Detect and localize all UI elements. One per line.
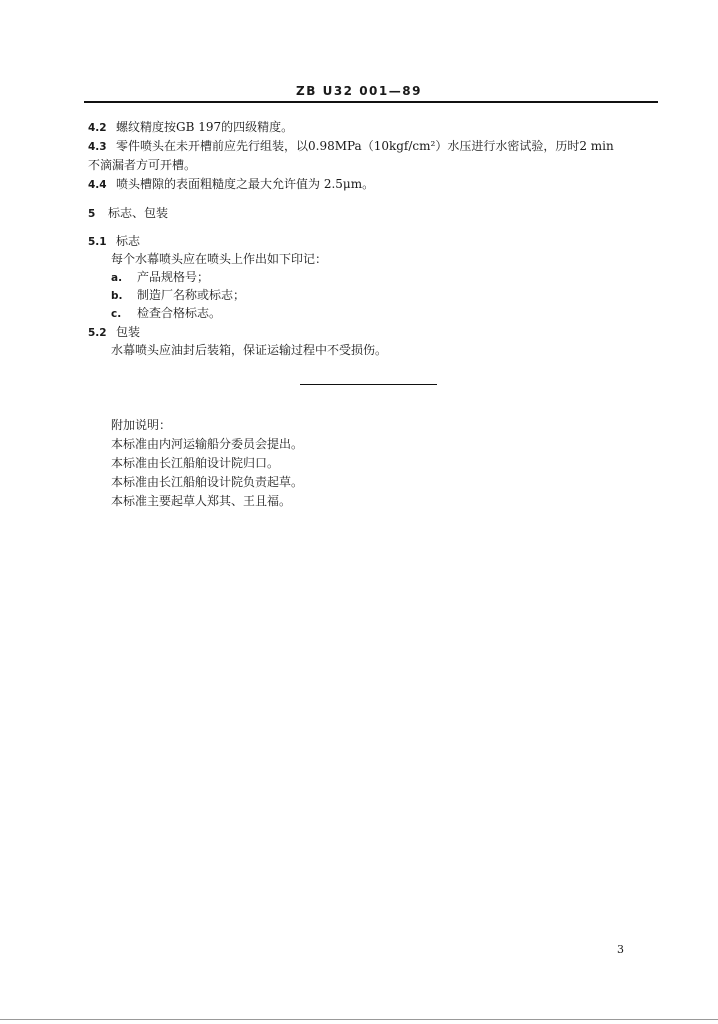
clause-text: 喷头槽隙的表面粗糙度之最大允许值为 2.5μm。 [116, 177, 375, 191]
note-line: 本标准由长江船舶设计院归口。 [111, 456, 280, 470]
item-text: 制造厂名称或标志； [137, 288, 246, 302]
clause-5-1 [88, 233, 140, 250]
clause-title: 标志 [116, 234, 141, 248]
packing-text: 水幕喷头应油封后装箱，保证运输过程中不受损伤。 [111, 343, 388, 357]
clause-text: 螺纹精度按GB 197的四级精度。 [116, 120, 294, 134]
item-letter: a. [111, 272, 123, 284]
clause-4-3-continuation: 不滴漏者方可开槽。 [88, 158, 197, 172]
scan-edge-line [0, 1019, 718, 1020]
clause-text: 零件喷头在未开槽前应先行组装，以0.98MPa（10kgf/cm²）水压进行水密试验，历时2 min [116, 139, 614, 153]
standard-code: ZB U32 001—89 [296, 84, 422, 98]
marking-intro: 每个水幕喷头应在喷头上作出如下印记： [111, 252, 328, 266]
header-rule [84, 101, 658, 103]
note-line: 本标准主要起草人郑其、王且福。 [111, 494, 292, 508]
marking-item-c [111, 305, 221, 322]
section-title: 标志、包装 [108, 206, 169, 220]
clause-title: 包装 [116, 325, 141, 339]
marking-item-a [111, 269, 209, 286]
page-number: 3 [617, 943, 624, 956]
note-line: 本标准由内河运输船分委员会提出。 [111, 437, 304, 451]
clause-5-2 [88, 324, 140, 341]
section-divider [300, 384, 437, 385]
clause-number: 4.3 [88, 141, 107, 153]
clause-number: 4.4 [88, 179, 107, 191]
clause-number: 5.1 [88, 236, 107, 248]
item-letter: c. [111, 308, 122, 320]
marking-item-b [111, 287, 245, 304]
item-text: 检查合格标志。 [137, 306, 222, 320]
clause-number: 5.2 [88, 327, 107, 339]
section-5-heading [88, 205, 168, 222]
notes-title: 附加说明： [111, 418, 172, 432]
section-number: 5 [88, 208, 96, 220]
clause-4-2 [88, 119, 293, 136]
note-line: 本标准由长江船舶设计院负责起草。 [111, 475, 304, 489]
clause-number: 4.2 [88, 122, 107, 134]
item-letter: b. [111, 290, 123, 302]
clause-4-4 [88, 176, 374, 193]
item-text: 产品规格号； [137, 270, 210, 284]
clause-4-3 [88, 138, 614, 155]
